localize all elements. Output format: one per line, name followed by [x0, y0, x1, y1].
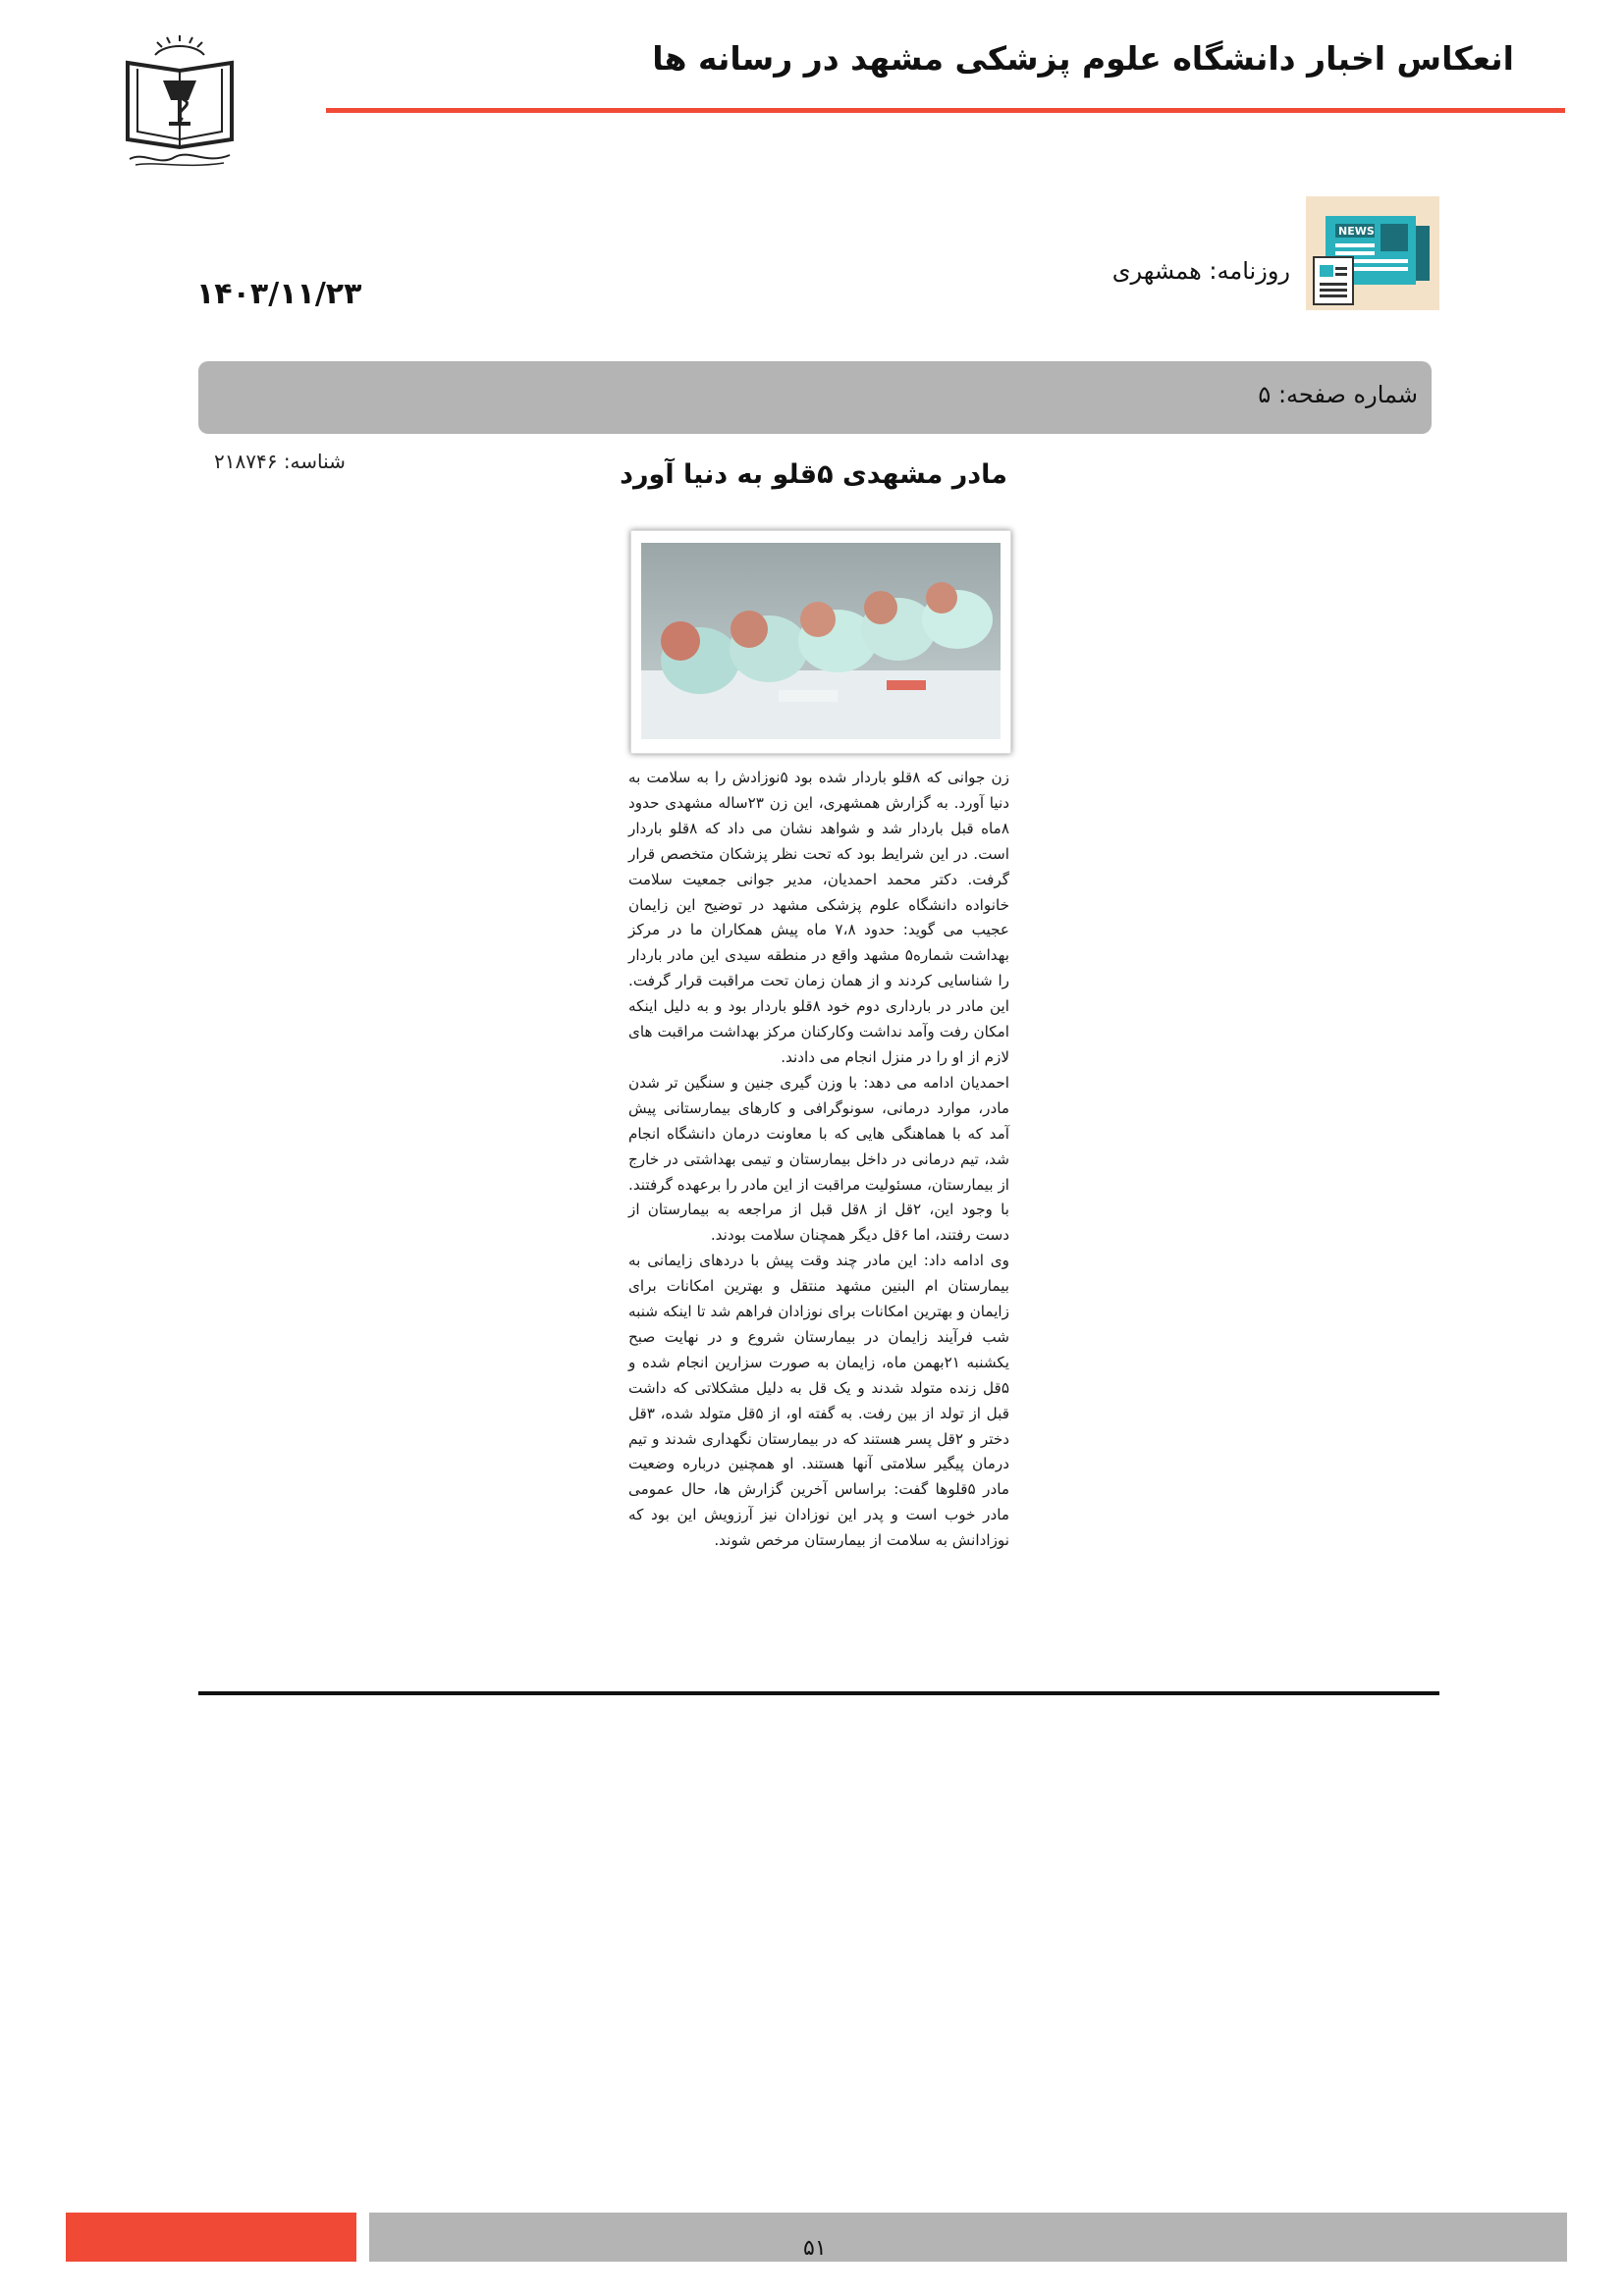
article-paragraph: وی ادامه داد: این مادر چند وقت پیش با دردهای زایمانی به بیمارستان ام البنین مشهد منتقل و بهترین امکانات برای زایمان و بهترین امکانات برای نوزادان فراهم شد تا اینکه شنبه شب فرآیند زایمان در بیمارستان شروع و در نهایت صبح یکشنبه ۲۱بهمن ماه، زایمان به صورت سزارین انجام شده و ۵قل زنده متولد شدند و یک قل به دلیل مشکلاتی که داشت قبل از تولد از بین رفت. به گفته او، از ۵قل متولد شده، ۳قل دختر و ۲قل پسر هستند که در بیمارستان نگهداری شدند و تیم درمان پیگیر سلامتی آنها هستند. او همچنین درباره وضعیت مادر ۵قلوها گفت: براساس آخرین گزارش ها، حال عمومی مادر خوب است و پدر این نوزادان نیز آرزویش این بود که نوزادانش به سلامت از بیمارستان مرخص شوند. [628, 1252, 1010, 1550]
page-number-value: ۵ [1258, 381, 1272, 408]
article-body [628, 766, 1009, 1554]
article-end-divider [198, 1691, 1439, 1695]
article-id-value: ۲۱۸۷۴۶ [214, 450, 278, 473]
footer-page-number: ۵۱ [803, 2236, 827, 2261]
article-id-label: شناسه: [283, 450, 346, 473]
article-title: مادر مشهدی ۵قلو به دنیا آورد [620, 459, 1007, 490]
page-number [1258, 381, 1418, 408]
article-paragraph: احمدیان ادامه می دهد: با وزن گیری جنین و سنگین تر شدن مادر، موارد درمانی، سونوگرافی و کارهای بیمارستانی پیش آمد که با هماهنگی هایی که با معاونت درمان دانشگاه انجام شد، تیم درمانی در داخل بیمارستان و تیمی بهداشتی در خارج از بیمارستان، مسئولیت مراقبت از این مادر را برعهده گرفتند. با وجود این، ۲قل از ۸قل قبل از مراجعه به بیمارستان از دست رفتند، اما ۶قل دیگر همچنان سلامت بودند. [628, 1073, 1009, 1245]
footer-accent-bar [66, 2213, 356, 2262]
university-logo-icon [116, 33, 244, 171]
newspaper-name [1112, 257, 1290, 285]
page-number-bar [198, 361, 1432, 434]
article-id [214, 450, 346, 473]
page-header-title: انعکاس اخبار دانشگاه علوم پزشکی مشهد در رسانه ها [652, 39, 1514, 78]
publication-date: ۱۴۰۳/۱۱/۲۳ [196, 277, 362, 311]
university-logo [116, 33, 244, 171]
newborn-quintuplets-photo-icon [641, 543, 1001, 739]
newspaper-icon [1306, 196, 1439, 310]
page-number-label: شماره صفحه: [1277, 381, 1418, 408]
header-divider [326, 108, 1565, 113]
svg-text:NEWS: NEWS [1338, 225, 1375, 238]
footer-bar [369, 2213, 1567, 2262]
newspaper-value: همشهری [1111, 257, 1202, 285]
article-photo [630, 530, 1011, 754]
article-paragraph: زن جوانی که ۸قلو باردار شده بود ۵نوزادش را به سلامت به دنیا آورد. به گزارش همشهری، این زن ۲۳ساله مشهدی حدود ۸ماه قبل باردار شد و شواهد نشان می داد که ۸قلو باردار است. در این شرایط بود که تحت نظر پزشکان متخصص قرار گرفت. دکتر محمد احمدیان، مدیر جوانی جمعیت سلامت خانواده دانشگاه علوم پزشکی مشهد در توضیح این زایمان عجیب می گوید: حدود ۷،۸ ماه پیش همکاران ما در مرکز بهداشت شماره۵ مشهد واقع در منطقه سیدی این مادر باردار را شناسایی کردند و از همان زمان تحت مراقبت قرار گرفت. این مادر در بارداری دوم خود ۸قلو باردار بود و به دلیل اینکه امکان رفت وآمد نداشت وکارکنان مرکز بهداشت مراقبت های لازم از او را در منزل انجام می دادند. [628, 769, 1009, 1066]
newspaper-label: روزنامه: [1209, 257, 1290, 285]
